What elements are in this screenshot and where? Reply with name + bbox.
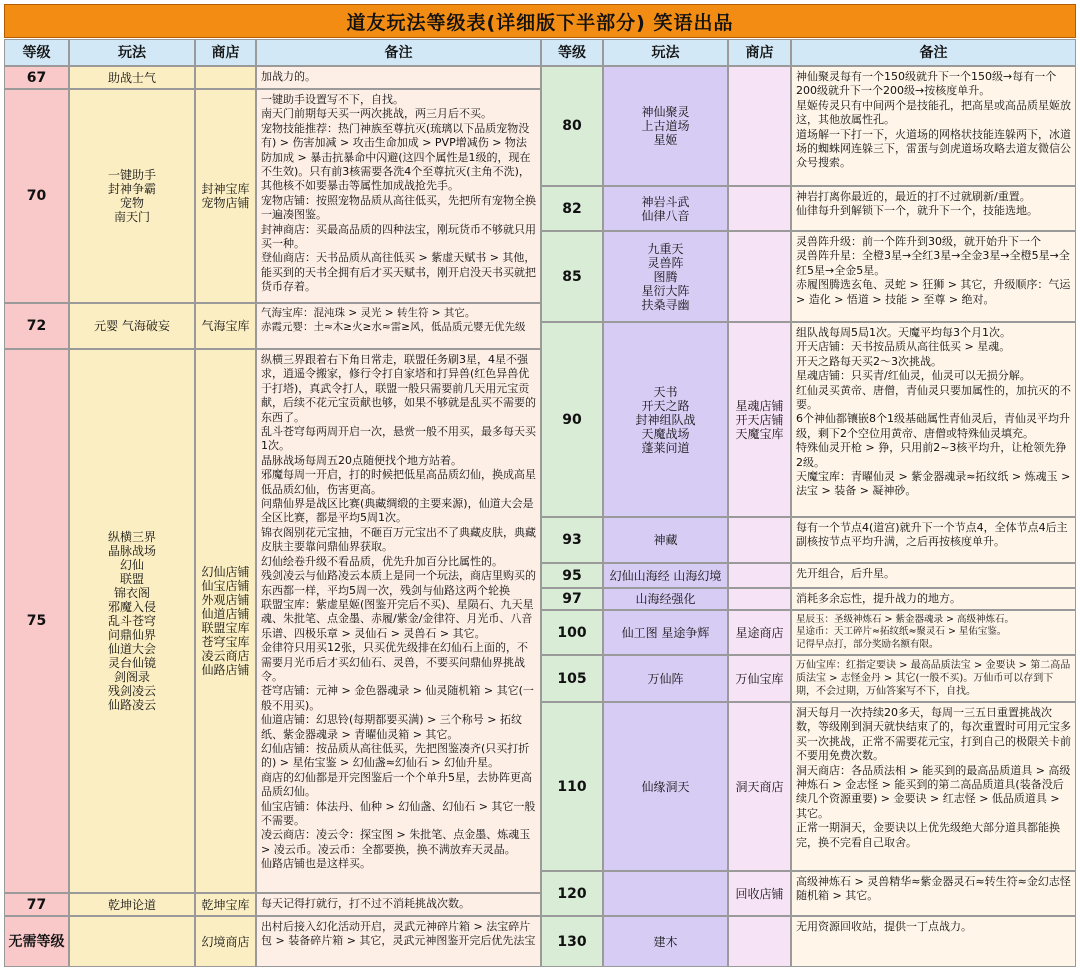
play-cell <box>69 916 195 967</box>
play-cell: 建木 <box>603 916 728 967</box>
note-cell: 灵兽阵升级：前一个阵升到30级，就开始升下一个 灵兽阵升星：全橙3星→全红3星→全金3星→全橙5星→全红5星→全金5星。 赤履图腾选玄龟、灵蛇 > 狂狮 > 其它，升级顺序：气运 > 造化 > 悟道 > 技能 > 至尊 > 绝对。 <box>791 231 1076 322</box>
header-play: 玩法 <box>69 39 195 66</box>
play-cell: 九重天 灵兽阵 图腾 星衍大阵 扶桑寻幽 <box>603 231 728 322</box>
note-cell: 星辰玉：圣级神炼石 > 紫金器魂录 > 高级神炼石。 星途币：天工碎片≈拓纹纸≈聚灵石 > 星佑宝鉴。 记得早点打，部分奖励名额有限。 <box>791 610 1076 655</box>
play-cell: 万仙阵 <box>603 655 728 702</box>
play-cell: 神藏 <box>603 517 728 563</box>
note-cell: 气海宝库：混沌珠 > 灵光 > 转生符 > 其它。 赤霞元婴：土≈木≥火≥水≈雷≥风，低品质元婴无优先级 <box>256 303 541 349</box>
shop-cell <box>728 231 791 322</box>
level-cell: 82 <box>541 186 603 231</box>
header-shop: 商店 <box>728 39 791 66</box>
shop-cell <box>728 563 791 588</box>
play-cell: 神仙聚灵 上古道场 星姬 <box>603 66 728 186</box>
note-cell: 消耗多余忘性，提升战力的地方。 <box>791 588 1076 610</box>
note-cell: 神仙聚灵每有一个150级就升下一个150级→每有一个200级就升下一个200级→按核度单升。 星姬传灵只有中间两个是技能孔，把高星或高品质星姬放这，其他放属性孔。 道场解一下打一下，火道场的网格状技能连躲两下，冰道场的蜘蛛网连躲三下，雷蛋与剑虎道场攻略去道友微信公众号搜索。 <box>791 66 1076 186</box>
play-cell: 仙工图 星途争辉 <box>603 610 728 655</box>
shop-cell: 星魂店铺 开天店铺 天魔宝库 <box>728 322 791 517</box>
note-cell: 出村后接入幻化活动开启，灵武元神碎片箱 > 法宝碎片包 > 装备碎片箱 > 其它，灵武元神图鉴开完后优先法宝 <box>256 916 541 967</box>
shop-cell: 洞天商店 <box>728 702 791 871</box>
play-cell: 乾坤论道 <box>69 893 195 916</box>
level-cell: 77 <box>4 893 69 916</box>
header-level: 等级 <box>541 39 603 66</box>
play-cell: 天书 开天之路 封神组队战 天魔战场 蓬莱问道 <box>603 322 728 517</box>
level-cell: 70 <box>4 89 69 303</box>
level-cell: 130 <box>541 916 603 967</box>
play-cell: 纵横三界 晶脉战场 幻仙 联盟 锦衣阁 邪魔入侵 乱斗苍穹 问鼎仙界 仙道大会 灵台仙镜 剑阁录 残剑凌云 仙路凌云 <box>69 349 195 893</box>
level-cell: 120 <box>541 871 603 916</box>
play-cell: 幻仙山海经 山海幻境 <box>603 563 728 588</box>
note-cell: 组队战每周5局1次。天魔平均每3个月1次。 开天店铺：天书按品质从高往低买 > 星魂。 开天之路每天买2～3次挑战。 星魂店铺：只买青/红仙灵，仙灵可以无损分解。 红仙灵买黄帝、唐僧，青仙灵只要加属性的，加抗灭的不要。 6个神仙都镶嵌8个1级基础属性青仙灵后，青仙灵平均升级，剩下2个空位用黄帝、唐僧或特殊仙灵填充。 特殊仙灵开枪 > 狰，只用前2~3核平均升，让枪领先狰2级。 天魔宝库：青曜仙灵 > 紫金器魂录≈拓纹纸 > 炼魂玉 > 法宝 > 装备 > 凝神砂。 <box>791 322 1076 517</box>
shop-cell <box>728 588 791 610</box>
page-title: 道友玩法等级表(详细版下半部分) 笑语出品 <box>4 4 1076 38</box>
level-cell: 110 <box>541 702 603 871</box>
note-cell: 万仙宝库：红指定要诀 > 最高品质法宝 > 金要诀 > 第二高品质法宝 > 志怪金丹 > 其它(一般不买)。万仙币可以存到下期，不会过期，万仙答案写不下，自找。 <box>791 655 1076 702</box>
shop-cell <box>728 186 791 231</box>
level-cell: 105 <box>541 655 603 702</box>
shop-cell: 幻仙店铺 仙宝店铺 外观店铺 仙道店铺 联盟宝库 苍穹宝库 凌云商店 仙路店铺 <box>195 349 256 893</box>
note-cell: 高级神炼石 > 灵兽精华≈紫金器灵石≈转生符≈金幻志怪随机箱 > 其它。 <box>791 871 1076 916</box>
note-cell: 每有一个节点4(道宫)就升下一个节点4，全体节点4后主副核按节点平均升满，之后再按核度单升。 <box>791 517 1076 563</box>
play-cell: 神岩斗武 仙律八音 <box>603 186 728 231</box>
note-cell: 洞天每月一次持续20多天，每周一三五日重置挑战次数，等级刚到洞天就快结束了的，每次重置时可用元宝多买一次挑战，正常不需要花元宝，打到自己的极限关卡前不要用免费次数。 洞天商店：各品质法相 > 能买到的最高品质道具 > 高级神炼石 > 金志怪 > 能买到的第二高品质道具(装备没后续几个资源重要) > 金要诀 > 红志怪 > 低品质道具 > 其它。 正常一期洞天，金要诀以上优先级绝大部分道具都能换完，换不完看自己取舍。 <box>791 702 1076 871</box>
level-cell: 95 <box>541 563 603 588</box>
shop-cell <box>728 916 791 967</box>
play-cell: 一键助手 封神争霸 宠物 南天门 <box>69 89 195 303</box>
level-cell: 80 <box>541 66 603 186</box>
level-cell: 90 <box>541 322 603 517</box>
shop-cell: 回收店铺 <box>728 871 791 916</box>
shop-cell: 气海宝库 <box>195 303 256 349</box>
shop-cell <box>728 66 791 186</box>
shop-cell: 星途商店 <box>728 610 791 655</box>
level-cell: 93 <box>541 517 603 563</box>
play-cell: 山海经强化 <box>603 588 728 610</box>
level-cell: 75 <box>4 349 69 893</box>
header-note: 备注 <box>791 39 1076 66</box>
shop-cell: 乾坤宝库 <box>195 893 256 916</box>
level-cell: 100 <box>541 610 603 655</box>
level-cell: 67 <box>4 66 69 89</box>
header-level: 等级 <box>4 39 69 66</box>
play-cell: 助战士气 <box>69 66 195 89</box>
level-cell: 85 <box>541 231 603 322</box>
level-cell: 72 <box>4 303 69 349</box>
play-cell <box>603 871 728 916</box>
note-cell: 加战力的。 <box>256 66 541 89</box>
shop-cell <box>728 517 791 563</box>
shop-cell: 封神宝库 宠物店铺 <box>195 89 256 303</box>
note-cell: 每天记得打就行，打不过不消耗挑战次数。 <box>256 893 541 916</box>
shop-cell: 万仙宝库 <box>728 655 791 702</box>
shop-cell <box>195 66 256 89</box>
note-cell: 一键助手设置写不下，自找。 南天门前期每天买一两次挑战，两三月后不买。 宠物技能推荐：热门神族至尊抗灭(琉璃以下品质宠物没有) > 伤害加减 > 攻击生命加成 > PVP增减伤 > 物法防加成 > 暴击抗暴命中闪避(这四个属性是1级的，现在不生效)。只有前3核需要各洗4个至尊抗灭(主角不洗)，其他核不如要暴击等属性加成战抢先手。 宠物店铺：按照宠物品质从高往低买，先把所有宠物全换一遍凑图鉴。 封神商店：买最高品质的四种法宝，刚玩货币不够就只用买一种。 登仙商店：天书品质从高往低买 > 紫虚天赋书 > 其他，能买到的天书全拥有后才买天赋书，刚开启没天书买就把货币存着。 <box>256 89 541 303</box>
level-cell: 97 <box>541 588 603 610</box>
note-cell: 先开组合，后升星。 <box>791 563 1076 588</box>
header-play: 玩法 <box>603 39 728 66</box>
header-shop: 商店 <box>195 39 256 66</box>
note-cell: 神岩打离你最近的，最近的打不过就刷新/重置。 仙律每升到解锁下一个，就升下一个，技能选地。 <box>791 186 1076 231</box>
play-cell: 元婴 气海破妄 <box>69 303 195 349</box>
play-cell: 仙缘洞天 <box>603 702 728 871</box>
shop-cell: 幻境商店 <box>195 916 256 967</box>
note-cell: 无用资源回收站，提供一丁点战力。 <box>791 916 1076 967</box>
header-note: 备注 <box>256 39 541 66</box>
level-cell: 无需等级 <box>4 916 69 967</box>
note-cell: 纵横三界跟着右下角日常走，联盟任务刷3星，4星不强求，逍遥令搬家，修行令打自家塔和打异兽(红色异兽优于打塔)，真武令打人，联盟一般只需要前几天用元宝贡献，后续不花元宝贡献也够，如果不够就是乱买不需要的东西了。 乱斗苍穹每两周开启一次，悬赏一般不用买，最多每天买1次。 晶脉战场每周五20点随便找个地方站着。 邪魔每周一开启，打的时候把低星高品质幻仙，换成高星低品质幻仙，伤害更高。 问鼎仙界是战区比赛(典藏绸缎的主要来源)，仙道大会是全区比赛，都是平均5周1次。 锦衣阁别花元宝抽，不砸百万元宝出不了典藏皮肤，典藏皮肤主要靠问鼎仙界获取。 幻仙绘卷升级不看品质，优先升加百分比属性的。 残剑凌云与仙路凌云本质上是同一个玩法，商店里购买的东西都一样，平均5周一次，残剑与仙路这两个轮换 联盟宝库：紫虚星姬(图鉴开完后不买)、星陨石、九天星魂、朱批笔、点金墨、赤履/紫金/金律符、月光币、八音乐谱、四极乐章 > 灵仙石 > 灵兽石 > 其它。 金律符只用买12张，只买优先级排在幻仙石上面的，不需要月光币后才买幻仙石、灵兽，不要买问鼎仙界挑战令。 苍穹店铺：元神 > 金色器魂录 > 仙灵随机箱 > 其它(一般不用买)。 仙道店铺：幻思铃(每期都要买满) > 三个称号 > 拓纹纸、紫金器魂录 > 青曜仙灵箱 > 其它。 幻仙店铺：按品质从高往低买，先把图鉴凑齐(只买打折的) > 星佑宝鉴 > 幻仙盏≈幻仙石 > 幻仙升星。 商店的幻仙都是开完图鉴后一个个单升5星，去协阵更高品质幻仙。 仙宝店铺：体法丹、仙种 > 幻仙盏、幻仙石 > 其它一般不需要。 凌云商店：凌云令：探宝图 > 朱批笔、点金墨、炼魂玉 > 凌云币。凌云币：全都要换，换不满放弃天灵晶。 仙路店铺也是这样买。 <box>256 349 541 893</box>
